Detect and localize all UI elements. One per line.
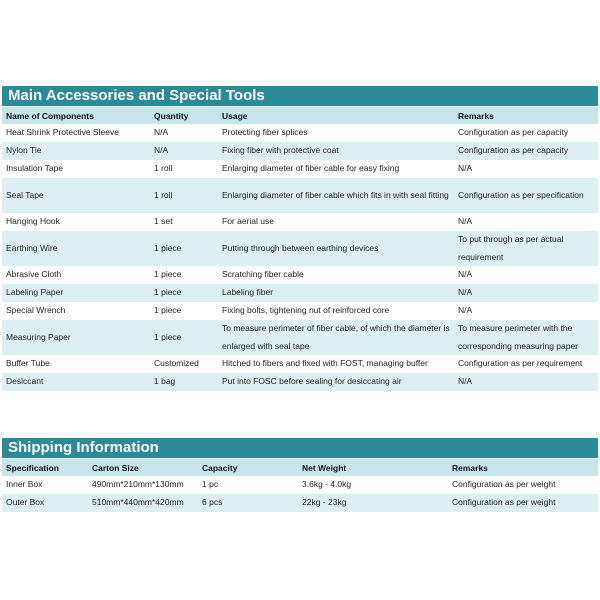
cell-usage: Enlarging diameter of fiber cable which fits in with seal fitting <box>218 178 454 213</box>
cell-name: Insulation Tape <box>2 160 150 178</box>
table-row <box>2 142 598 160</box>
cell-name: Abrasive Cloth <box>2 266 150 284</box>
cell-name: Nylon Tie <box>2 142 150 160</box>
cell-name: Measuring Paper <box>2 320 150 355</box>
cell-name: Seal Tape <box>2 178 150 213</box>
col-header-capacity: Capacity <box>198 459 298 476</box>
cell-quantity: 1 roll <box>150 160 218 178</box>
cell-usage: Fixing fiber with protective coat <box>218 142 454 160</box>
cell-quantity: 1 piece <box>150 266 218 284</box>
cell-remarks: N/A <box>454 302 598 320</box>
table-row <box>2 160 598 178</box>
cell-usage: Fixing bolts, tightening nut of reinforced core <box>218 302 454 320</box>
shipping-section <box>2 438 598 512</box>
cell-remarks: N/A <box>454 284 598 302</box>
cell-remarks: N/A <box>454 373 598 391</box>
cell-carton-size: 510mm*440mm*420mm <box>88 494 198 512</box>
cell-net-weight: 3.6kg - 4.0kg <box>298 476 448 494</box>
col-header-carton-size: Carton Size <box>88 459 198 476</box>
col-header-net-weight: Net Weight <box>298 459 448 476</box>
table-row <box>2 124 598 142</box>
col-header-usage: Usage <box>218 107 454 124</box>
table-row <box>2 178 598 213</box>
shipping-header-row <box>2 459 598 476</box>
cell-remarks: Configuration as per requirement <box>454 355 598 373</box>
cell-usage: Putting through between earthing devices <box>218 231 454 266</box>
cell-remarks: To measure perimeter with the corresponding measuring paper <box>454 320 598 355</box>
col-header-remarks: Remarks <box>454 107 598 124</box>
col-header-specification: Specification <box>2 459 88 476</box>
cell-remarks: Configuration as per capacity <box>454 142 598 160</box>
cell-capacity: 6 pcs <box>198 494 298 512</box>
cell-usage: Hitched to fibers and fixed with FOST, managing buffer <box>218 355 454 373</box>
cell-quantity: 1 roll <box>150 178 218 213</box>
cell-quantity: N/A <box>150 142 218 160</box>
shipping-title: Shipping Information <box>2 438 598 459</box>
cell-quantity: 1 piece <box>150 284 218 302</box>
cell-name: Hanging Hook <box>2 213 150 231</box>
table-row <box>2 284 598 302</box>
cell-usage: To measure perimeter of fiber cable, of which the diameter is enlarged with seal tape <box>218 320 454 355</box>
shipping-table <box>2 459 598 512</box>
table-row <box>2 494 598 512</box>
table-row <box>2 320 598 355</box>
table-row <box>2 355 598 373</box>
cell-remarks: N/A <box>454 160 598 178</box>
cell-name: Labeling Paper <box>2 284 150 302</box>
accessories-title: Main Accessories and Special Tools <box>2 86 598 107</box>
cell-remarks: To put through as per actual requirement <box>454 231 598 266</box>
accessories-section <box>2 86 598 391</box>
cell-usage: Put into FOSC before sealing for desiccating air <box>218 373 454 391</box>
cell-remarks: N/A <box>454 266 598 284</box>
col-header-remarks: Remarks <box>448 459 598 476</box>
cell-name: Buffer Tube <box>2 355 150 373</box>
table-row <box>2 476 598 494</box>
cell-quantity: 1 bag <box>150 373 218 391</box>
cell-remarks: N/A <box>454 213 598 231</box>
cell-name: Desiccant <box>2 373 150 391</box>
table-row <box>2 266 598 284</box>
cell-usage: For aerial use <box>218 213 454 231</box>
cell-usage: Labeling fiber <box>218 284 454 302</box>
cell-remarks: Configuration as per capacity <box>454 124 598 142</box>
cell-usage: Scratching fiber cable <box>218 266 454 284</box>
cell-remarks: Configuration as per specification <box>454 178 598 213</box>
table-row <box>2 302 598 320</box>
cell-name: Special Wrench <box>2 302 150 320</box>
table-row <box>2 373 598 391</box>
accessories-table <box>2 107 598 391</box>
cell-carton-size: 490mm*210mm*130mm <box>88 476 198 494</box>
cell-remarks: Configuration as per weight <box>448 494 598 512</box>
cell-usage: Enlarging diameter of fiber cable for easy fixing <box>218 160 454 178</box>
col-header-name: Name of Components <box>2 107 150 124</box>
cell-name: Heat Shrink Protective Sleeve <box>2 124 150 142</box>
table-row <box>2 231 598 266</box>
cell-quantity: Customized <box>150 355 218 373</box>
cell-quantity: 1 set <box>150 213 218 231</box>
cell-quantity: 1 piece <box>150 302 218 320</box>
cell-net-weight: 22kg - 23kg <box>298 494 448 512</box>
cell-quantity: 1 piece <box>150 320 218 355</box>
cell-quantity: 1 piece <box>150 231 218 266</box>
cell-capacity: 1 pc <box>198 476 298 494</box>
cell-specification: Inner Box <box>2 476 88 494</box>
col-header-quantity: Quantity <box>150 107 218 124</box>
cell-usage: Protecting fiber splices <box>218 124 454 142</box>
cell-remarks: Configuration as per weight <box>448 476 598 494</box>
accessories-header-row <box>2 107 598 124</box>
table-row <box>2 213 598 231</box>
cell-name: Earthing Wire <box>2 231 150 266</box>
cell-quantity: N/A <box>150 124 218 142</box>
cell-specification: Outer Box <box>2 494 88 512</box>
